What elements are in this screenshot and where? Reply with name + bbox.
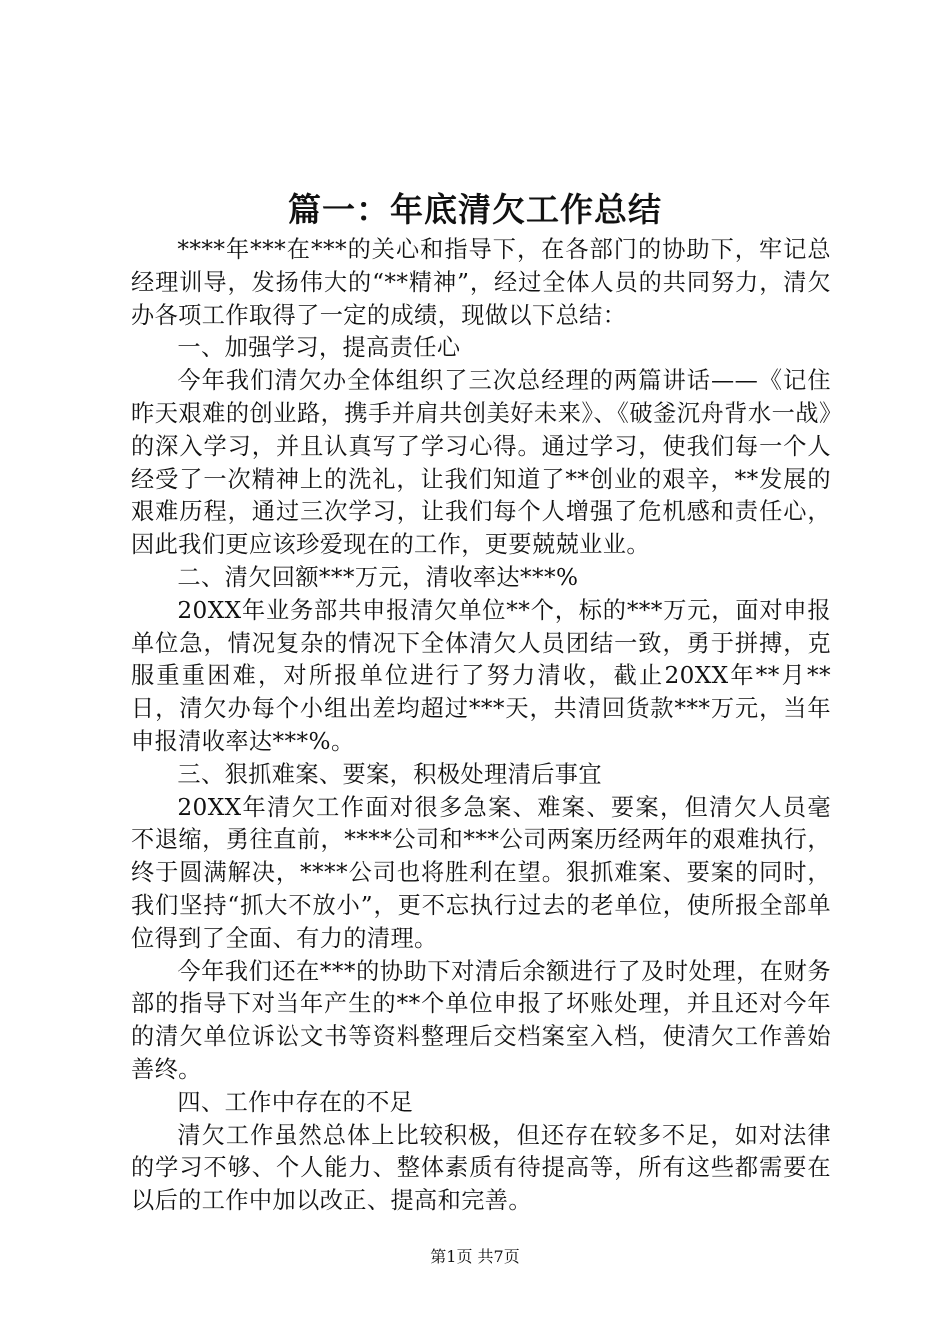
paragraph-shortcomings: 清欠工作虽然总体上比较积极，但还存在较多不足，如对法律的学习不够、个人能力、整体素质有待提高等，所有这些都需要在以后的工作中加以改正、提高和完善。 <box>131 1121 831 1215</box>
section-heading-4: 四、工作中存在的不足 <box>177 1088 414 1116</box>
page-number-footer: 第1页 共7页 <box>430 1247 520 1266</box>
section-heading-1: 一、加强学习，提高责任心 <box>177 334 461 362</box>
paragraph-aftermath: 今年我们还在***的协助下对清后余额进行了及时处理，在财务部的指导下对当年产生的**个单位申报了坏账处理，并且还对今年的清欠单位诉讼文书等资料整理后交档案室入档，使清欠工作善始善终。 <box>131 957 831 1083</box>
section-heading-2: 二、清欠回额***万元，清收率达***% <box>177 563 579 591</box>
document-body <box>131 234 831 1218</box>
section-heading-3: 三、狠抓难案、要案，积极处理清后事宜 <box>177 760 602 788</box>
document-title: 篇一：年底清欠工作总结 <box>288 190 662 229</box>
paragraph-difficult-cases: 20XX年清欠工作面对很多急案、难案、要案，但清欠人员毫不退缩，勇往直前，****公司和***公司两案历经两年的艰难执行，终于圆满解决，****公司也将胜利在望。狠抓难案、要案的同时，我们坚持“抓大不放小”，更不忘执行过去的老单位，使所报全部单位得到了全面、有力的清理。 <box>131 793 831 952</box>
paragraph-intro: ****年***在***的关心和指导下，在各部门的协助下，牢记总经理训导，发扬伟大的“**精神”，经过全体人员的共同努力，清欠办各项工作取得了一定的成绩，现做以下总结： <box>131 236 831 329</box>
paragraph-collection: 20XX年业务部共申报清欠单位**个，标的***万元，面对申报单位急，情况复杂的情况下全体清欠人员团结一致，勇于拼搏，克服重重困难，对所报单位进行了努力清收，截止20XX年**月**日，清欠办每个小组出差均超过***天，共清回货款***万元，当年申报清收率达***%。 <box>131 596 831 755</box>
paragraph-study: 今年我们清欠办全体组织了三次总经理的两篇讲话——《记住昨天艰难的创业路，携手并肩共创美好未来》、《破釜沉舟背水一战》的深入学习，并且认真写了学习心得。通过学习，使我们每一个人经受了一次精神上的洗礼，让我们知道了**创业的艰辛，**发展的艰难历程，通过三次学习，让我们每个人增强了危机感和责任心，因此我们更应该珍爱现在的工作，更要兢兢业业。 <box>131 367 831 559</box>
